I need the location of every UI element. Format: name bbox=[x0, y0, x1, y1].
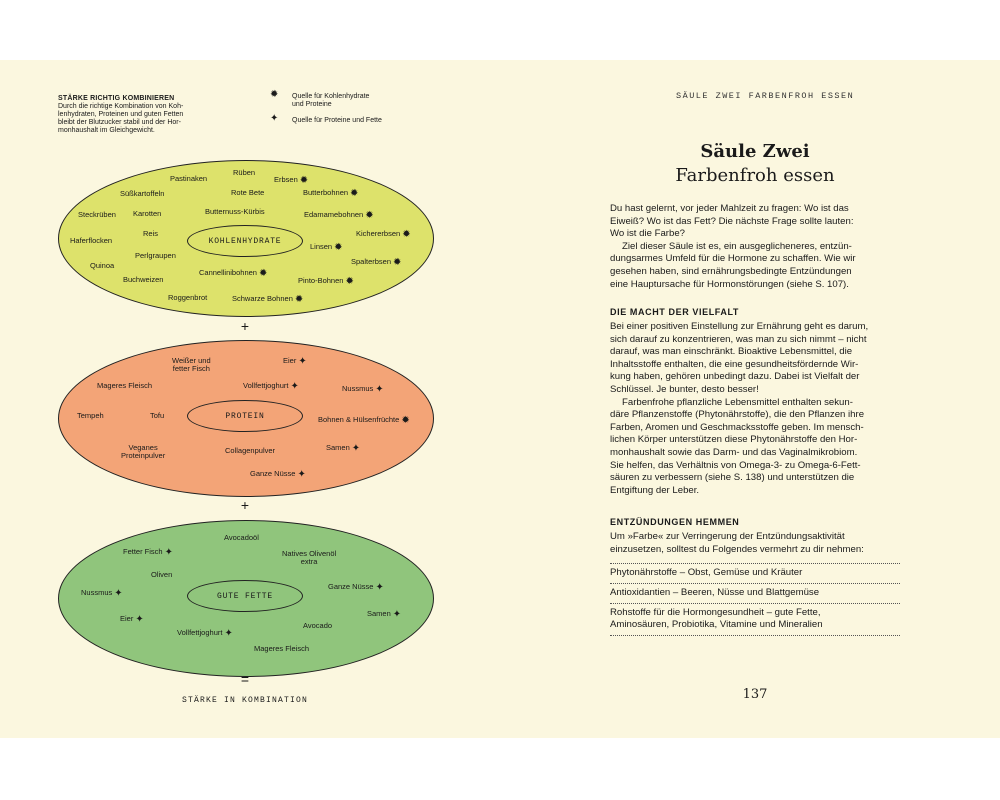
text-line: Du hast gelernt, vor jeder Mahlzeit zu fragen: Wo ist das bbox=[610, 203, 849, 214]
combination-label: STÄRKE IN KOMBINATION bbox=[181, 696, 309, 705]
food-name: Rote Bete bbox=[231, 188, 265, 197]
four-point-star-icon: ✦ bbox=[375, 582, 384, 593]
food-name: Linsen bbox=[310, 242, 333, 251]
legend-item-carb-protein bbox=[270, 89, 412, 109]
food-item bbox=[123, 548, 173, 557]
four-point-star-icon: ✦ bbox=[135, 614, 144, 625]
four-point-star-icon: ✦ bbox=[297, 469, 306, 480]
food-name: Vollfettjoghurt bbox=[243, 381, 289, 390]
food-name: Cannellinibohnen bbox=[199, 268, 257, 277]
intro-line: Durch die richtige Kombination von Koh- bbox=[58, 103, 184, 110]
legend-item-protein-fat bbox=[270, 113, 412, 125]
running-head: SÄULE ZWEI FARBENFROH ESSEN bbox=[676, 91, 855, 101]
food-item bbox=[70, 237, 112, 245]
food-name: Pastinaken bbox=[170, 174, 208, 183]
food-item bbox=[97, 382, 152, 390]
text-line: Sie helfen, das Verhältnis von Omega-3- zu Omega-6-Fett- bbox=[610, 459, 861, 471]
text-line: Bei einer positiven Einstellung zur Ernährung geht es darum, bbox=[610, 321, 869, 332]
food-item bbox=[121, 444, 165, 460]
text-line: Wo ist die Farbe? bbox=[610, 228, 686, 240]
intro-line: monhaushalt im Gleichgewicht. bbox=[58, 127, 155, 134]
food-item bbox=[351, 258, 401, 267]
food-item bbox=[367, 610, 401, 619]
food-item bbox=[233, 169, 255, 177]
food-item bbox=[303, 189, 358, 198]
paragraph bbox=[610, 203, 902, 241]
text-line: Schlüssel. Je bunter, desto besser! bbox=[610, 383, 759, 395]
starburst-icon: ✹ bbox=[345, 276, 354, 287]
food-name: Spalterbsen bbox=[351, 257, 392, 266]
equals-operator: = bbox=[240, 671, 250, 687]
food-item bbox=[303, 622, 332, 630]
food-item bbox=[318, 416, 410, 425]
food-name: Eier bbox=[283, 356, 297, 365]
food-name: Perlgraupen bbox=[135, 251, 176, 260]
list-item-text: Phytonährstoffe – Obst, Gemüse und Kräuter bbox=[610, 567, 803, 578]
plus-operator: + bbox=[240, 497, 250, 513]
section-heading: ENTZÜNDUNGEN HEMMEN bbox=[610, 517, 740, 527]
starburst-icon: ✹ bbox=[258, 268, 268, 279]
food-name: Edamamebohnen bbox=[304, 210, 364, 219]
food-item bbox=[170, 175, 207, 183]
food-item bbox=[90, 262, 114, 270]
page-number: 137 bbox=[742, 687, 768, 702]
food-item bbox=[177, 629, 233, 638]
four-point-star-icon: ✦ bbox=[114, 588, 123, 599]
food-item bbox=[283, 357, 307, 366]
text-line: Inhaltsstoffe enthalten, die eine gesundheitsfördernde Wir- bbox=[610, 358, 859, 370]
four-point-star-icon: ✦ bbox=[164, 547, 173, 558]
protein-core-label: PROTEIN bbox=[187, 400, 303, 432]
food-name: Vollfettjoghurt bbox=[177, 628, 223, 637]
text-line: säuren zu verbessern (siehe S. 138) und unterstützen die bbox=[610, 472, 855, 484]
food-item bbox=[224, 534, 259, 542]
food-name: Buchweizen bbox=[123, 275, 164, 284]
food-name: Nussmus bbox=[342, 384, 374, 393]
starburst-icon: ✹ bbox=[350, 188, 359, 199]
four-point-star-icon: ✦ bbox=[375, 384, 384, 395]
intro-title: STÄRKE RICHTIG KOMBINIEREN bbox=[58, 95, 175, 102]
page-title: Säule Zwei bbox=[700, 141, 810, 162]
starburst-icon: ✹ bbox=[402, 229, 411, 240]
food-name: Süßkartoffeln bbox=[120, 189, 165, 198]
intro-line: lenhydraten, Proteinen und guten Fetten bbox=[58, 111, 184, 118]
text-line: dungsarmes Umfeld für die Hormone zu schaffen. Wie wir bbox=[610, 253, 856, 265]
food-item bbox=[232, 295, 303, 304]
paragraph bbox=[610, 321, 902, 397]
list-item bbox=[610, 603, 900, 636]
text-line: kung haben, gehören unbedingt dazu. Dabei ist Vielfalt der bbox=[610, 371, 860, 383]
text-line: einzusetzen, solltest du Folgendes vermehrt zu dir nehmen: bbox=[610, 543, 864, 555]
food-item bbox=[356, 230, 411, 239]
chapter-title bbox=[610, 140, 900, 188]
four-point-star-icon: ✦ bbox=[290, 381, 299, 392]
intro-paragraphs bbox=[610, 203, 902, 291]
food-item bbox=[199, 269, 267, 278]
four-point-star-icon: ✦ bbox=[392, 609, 402, 620]
food-item bbox=[78, 211, 116, 219]
food-name: Collagenpulver bbox=[225, 446, 276, 455]
plus-operator: + bbox=[240, 318, 250, 334]
food-item bbox=[282, 550, 336, 566]
food-item bbox=[250, 470, 306, 479]
food-item bbox=[123, 276, 163, 284]
starburst-icon: ✹ bbox=[294, 294, 304, 305]
legend-text: Quelle für Kohlenhydrate bbox=[292, 93, 370, 100]
section-heading: DIE MACHT DER VIELFALT bbox=[610, 307, 740, 317]
four-point-star-icon: ✦ bbox=[224, 628, 233, 639]
food-name: Tempeh bbox=[77, 411, 104, 420]
text-line: darauf, was man einschränkt. Bioaktive Lebensmittel, die bbox=[610, 346, 853, 358]
text-line: Eiweiß? Wo ist das Fett? Die nächste Frage sollte lauten: bbox=[610, 215, 854, 227]
food-name: Rüben bbox=[233, 168, 256, 177]
text-line: däre Pflanzenstoffe (Phytonährstoffe), die den Pflanzen ihre bbox=[610, 409, 865, 421]
section1-body bbox=[610, 321, 902, 497]
text-line: lichen Körper unterstützen diese Phytonährstoffe den Hor- bbox=[610, 434, 858, 446]
food-name: Samen bbox=[326, 443, 350, 452]
list-item bbox=[610, 563, 900, 583]
food-name: Oliven bbox=[151, 570, 173, 579]
food-item bbox=[243, 382, 299, 391]
starburst-icon: ✹ bbox=[365, 210, 374, 221]
food-name: Karotten bbox=[133, 209, 162, 218]
food-item bbox=[225, 447, 275, 455]
food-item bbox=[342, 385, 384, 394]
four-point-star-icon: ✦ bbox=[351, 443, 361, 454]
food-item bbox=[168, 294, 207, 302]
food-item bbox=[310, 243, 343, 252]
four-point-star-icon: ✦ bbox=[298, 356, 307, 367]
food-name: Steckrüben bbox=[78, 210, 116, 219]
legend-text: Quelle für Proteine und Fette bbox=[292, 117, 382, 124]
starburst-icon: ✹ bbox=[401, 415, 410, 426]
food-name: Avocado bbox=[303, 621, 333, 630]
food-name: Haferflocken bbox=[70, 236, 113, 245]
paragraph bbox=[610, 531, 902, 556]
food-name: Avocadoöl bbox=[224, 533, 259, 542]
food-item bbox=[151, 571, 172, 579]
text-line: Farbenfrohe pflanzliche Lebensmittel enthalten sekun- bbox=[622, 396, 853, 408]
food-item bbox=[254, 645, 309, 653]
food-name: Quinoa bbox=[90, 261, 115, 270]
section2-body bbox=[610, 531, 902, 556]
intro-line: bleibt der Blutzucker stabil und der Hor- bbox=[58, 119, 181, 126]
food-name: Samen bbox=[367, 609, 391, 618]
fat-core-label: GUTE FETTE bbox=[187, 580, 303, 612]
food-item bbox=[120, 190, 164, 198]
food-name: fetter Fisch bbox=[172, 364, 210, 373]
food-name: Proteinpulver bbox=[121, 451, 166, 460]
food-name: Nussmus bbox=[81, 588, 113, 597]
intro-block bbox=[58, 95, 243, 135]
carbohydrate-core-label: KOHLENHYDRATE bbox=[187, 225, 303, 257]
list-item-text: Rohstoffe für die Hormongesundheit – gute Fette, bbox=[610, 607, 821, 618]
food-item bbox=[304, 211, 374, 220]
starburst-icon: ✹ bbox=[299, 175, 309, 186]
food-item bbox=[143, 230, 158, 238]
food-item bbox=[274, 176, 308, 185]
starburst-icon: ✹ bbox=[334, 242, 343, 253]
starburst-icon: ✹ bbox=[270, 89, 279, 100]
text-line: Ziel dieser Säule ist es, ein ausgeglicheneres, entzün- bbox=[622, 240, 852, 252]
food-item bbox=[120, 615, 144, 624]
starburst-icon: ✹ bbox=[393, 257, 402, 268]
food-name: Mageres Fleisch bbox=[254, 644, 310, 653]
legend-text: und Proteine bbox=[292, 101, 332, 108]
food-name: Mageres Fleisch bbox=[97, 381, 153, 390]
food-name: Natives Olivenöl bbox=[282, 549, 337, 558]
food-item bbox=[135, 252, 176, 260]
food-name: Reis bbox=[143, 229, 159, 238]
food-item bbox=[328, 583, 384, 592]
food-item bbox=[205, 208, 265, 216]
food-item bbox=[298, 277, 354, 286]
four-point-star-icon: ✦ bbox=[270, 113, 279, 124]
food-name: Kichererbsen bbox=[356, 229, 401, 238]
food-name: extra bbox=[300, 557, 318, 566]
text-line: gesehen haben, sind ernährungsbedingte Entzündungen bbox=[610, 265, 852, 277]
food-item bbox=[81, 589, 123, 598]
nutrient-list bbox=[610, 563, 900, 636]
list-item-text: Aminosäuren, Probiotika, Vitamine und Mineralien bbox=[610, 619, 823, 630]
paragraph bbox=[610, 397, 902, 498]
food-name: Schwarze Bohnen bbox=[232, 294, 293, 303]
food-name: Fetter Fisch bbox=[123, 547, 163, 556]
food-item bbox=[133, 210, 161, 218]
food-name: Roggenbrot bbox=[168, 293, 208, 302]
text-line: Um »Farbe« zur Verringerung der Entzündungsaktivität bbox=[610, 531, 845, 542]
page-subtitle: Farbenfroh essen bbox=[675, 165, 835, 186]
food-item bbox=[77, 412, 104, 420]
food-name: Eier bbox=[120, 614, 134, 623]
list-item-text: Antioxidantien – Beeren, Nüsse und Blattgemüse bbox=[610, 587, 820, 598]
food-name: Veganes bbox=[128, 443, 158, 452]
text-line: eine Hauptursache für Hormonstörungen (siehe S. 107). bbox=[610, 278, 849, 290]
text-line: Entgiftung der Leber. bbox=[610, 484, 700, 496]
food-name: Butternuss-Kürbis bbox=[205, 207, 265, 216]
food-name: Pinto-Bohnen bbox=[298, 276, 344, 285]
food-name: Tofu bbox=[150, 411, 165, 420]
food-name: Butterbohnen bbox=[303, 188, 349, 197]
food-name: Weißer und bbox=[172, 356, 211, 365]
text-line: sich darauf zu konzentrieren, was man zu sich nimmt – nicht bbox=[610, 333, 867, 345]
food-item bbox=[150, 412, 164, 420]
food-name: Ganze Nüsse bbox=[250, 469, 296, 478]
paragraph bbox=[610, 241, 902, 291]
text-line: monhaushalt sowie das Darm- und das Vaginalmikrobiom. bbox=[610, 446, 858, 458]
food-item bbox=[326, 444, 360, 453]
food-name: Erbsen bbox=[274, 175, 298, 184]
food-item bbox=[172, 357, 211, 373]
food-name: Ganze Nüsse bbox=[328, 582, 374, 591]
text-line: Farben, Aromen und Geschmacksstoffe geben. Im mensch- bbox=[610, 421, 864, 433]
food-item bbox=[231, 189, 264, 197]
food-name: Bohnen & Hülsenfrüchte bbox=[318, 415, 400, 424]
list-item bbox=[610, 583, 900, 603]
